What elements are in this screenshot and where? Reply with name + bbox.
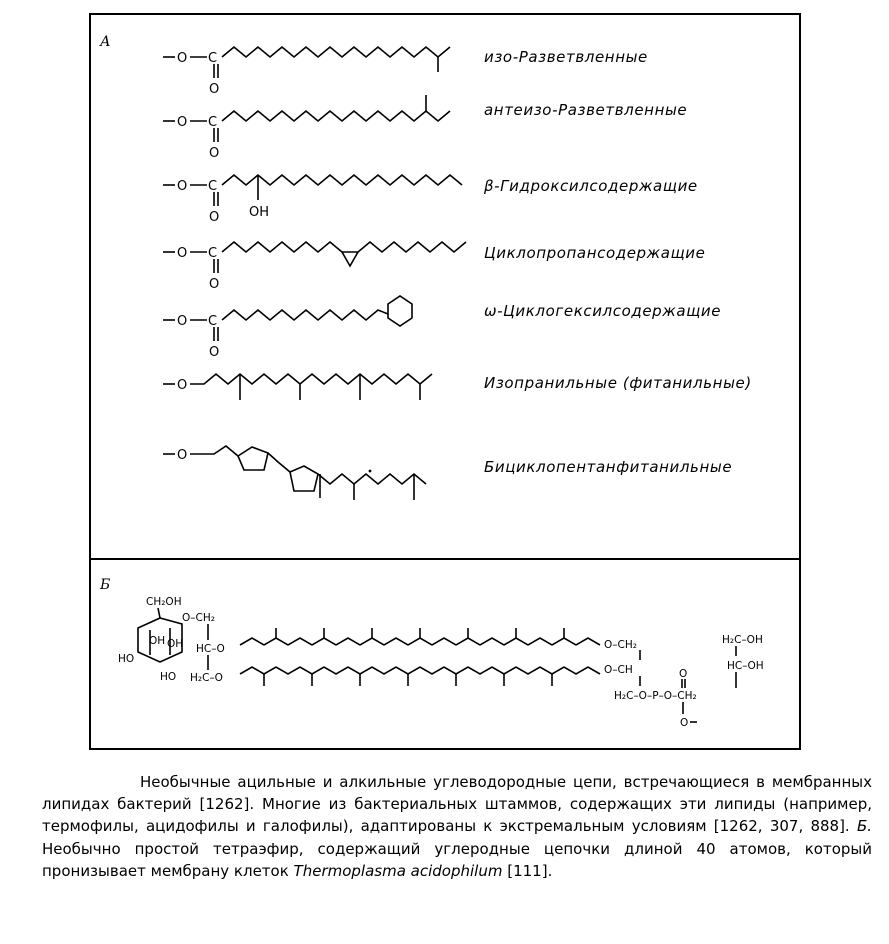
row-beta-hydroxy-structure: [163, 175, 698, 225]
row-label-beta-hydroxy: β-Гидроксилсодержащие: [484, 177, 698, 195]
carbonyl-carbon: C: [208, 179, 218, 194]
row-anteiso-structure: [163, 95, 687, 161]
ester-oxygen: O: [177, 51, 188, 66]
phosphate-oxygen: O: [679, 668, 688, 680]
carbonyl-carbon: C: [208, 115, 218, 130]
row-label-iso: изо-Разветвленные: [484, 48, 648, 66]
sugar-ho: HO: [118, 653, 135, 665]
row-label-anteiso: антеизо-Разветвленные: [484, 101, 688, 119]
hydroxyl-group: OH: [249, 205, 270, 220]
carbonyl-oxygen: O: [209, 277, 220, 292]
glycosidic-linkage: O–CH₂: [182, 612, 215, 624]
ester-oxygen: O: [177, 115, 188, 130]
row-omega-cyclohexyl-structure: [163, 296, 721, 360]
carbonyl-carbon: C: [208, 51, 218, 66]
caption-text-part2: Необычно простой тетраэфир, содержащий углеродные цепочки длиной 40 атомов, который пронизывает мембрану клеток: [42, 839, 872, 880]
figure-caption: [42, 771, 872, 882]
phosphodiester-linkage: H₂C–O–P–O–CH₂: [614, 690, 697, 702]
carbonyl-oxygen: O: [209, 146, 220, 161]
glycerol-right-top: O–CH₂: [604, 639, 637, 651]
carbonyl-carbon: C: [208, 246, 218, 261]
caption-panel-b-marker: Б.: [856, 817, 872, 836]
row-label-cyclopropane: Циклопропансодержащие: [484, 244, 706, 262]
sugar-oh-2: OH: [167, 638, 184, 650]
phosphate-anion: O: [680, 717, 689, 729]
glycerol-left-hc: HC–O: [196, 643, 225, 655]
caption-organism: Thermoplasma acidophilum: [293, 861, 503, 880]
caption-text-part1: Необычные ацильные и алкильные углеводородные цепи, встречающиеся в мембранных липидах бактерий [1262]. Многие из бактериальных штаммов, содержащих эти липиды (например, термофилы, ацидофилы и галофилы), адаптированы к экстремальным условиям [1262, 307, 888].: [42, 773, 872, 836]
row-isopranyl-structure: [163, 374, 752, 400]
ether-oxygen: O: [177, 448, 188, 463]
row-label-bicyclopentane: Бициклопентанфитанильные: [484, 458, 733, 476]
carbonyl-carbon: C: [208, 314, 218, 329]
caption-reference: [111].: [502, 861, 553, 880]
terminal-glycerol-mid: HC–OH: [727, 660, 764, 672]
glycerol-right-mid: O–CH: [604, 664, 633, 676]
terminal-glycerol-top: H₂C–OH: [722, 634, 763, 646]
sugar-oh: OH: [149, 635, 166, 647]
carbonyl-oxygen: O: [209, 345, 220, 360]
carbonyl-oxygen: O: [209, 210, 220, 225]
ether-oxygen: O: [177, 378, 188, 393]
panel-b-letter: Б: [100, 577, 111, 593]
sugar-ho-2: HO: [160, 671, 177, 683]
glycerol-left-h2c: H₂C–O: [190, 672, 223, 684]
row-cyclopropane-structure: [163, 242, 706, 292]
row-bicyclopentane-structure: [163, 446, 732, 500]
tetraether-structure: [118, 596, 764, 729]
row-label-isopranyl: Изопранильные (фитанильные): [484, 374, 752, 392]
ester-oxygen: O: [177, 179, 188, 194]
sugar-ch2oh: CH₂OH: [146, 596, 182, 608]
row-label-omega-cyclohexyl: ω-Циклогексилсодержащие: [484, 302, 722, 320]
ester-oxygen: O: [177, 246, 188, 261]
row-iso-structure: [163, 47, 648, 97]
panel-a-letter: А: [100, 34, 111, 50]
panel-a-frame: [90, 14, 800, 559]
carbonyl-oxygen: O: [209, 82, 220, 97]
ester-oxygen: O: [177, 314, 188, 329]
